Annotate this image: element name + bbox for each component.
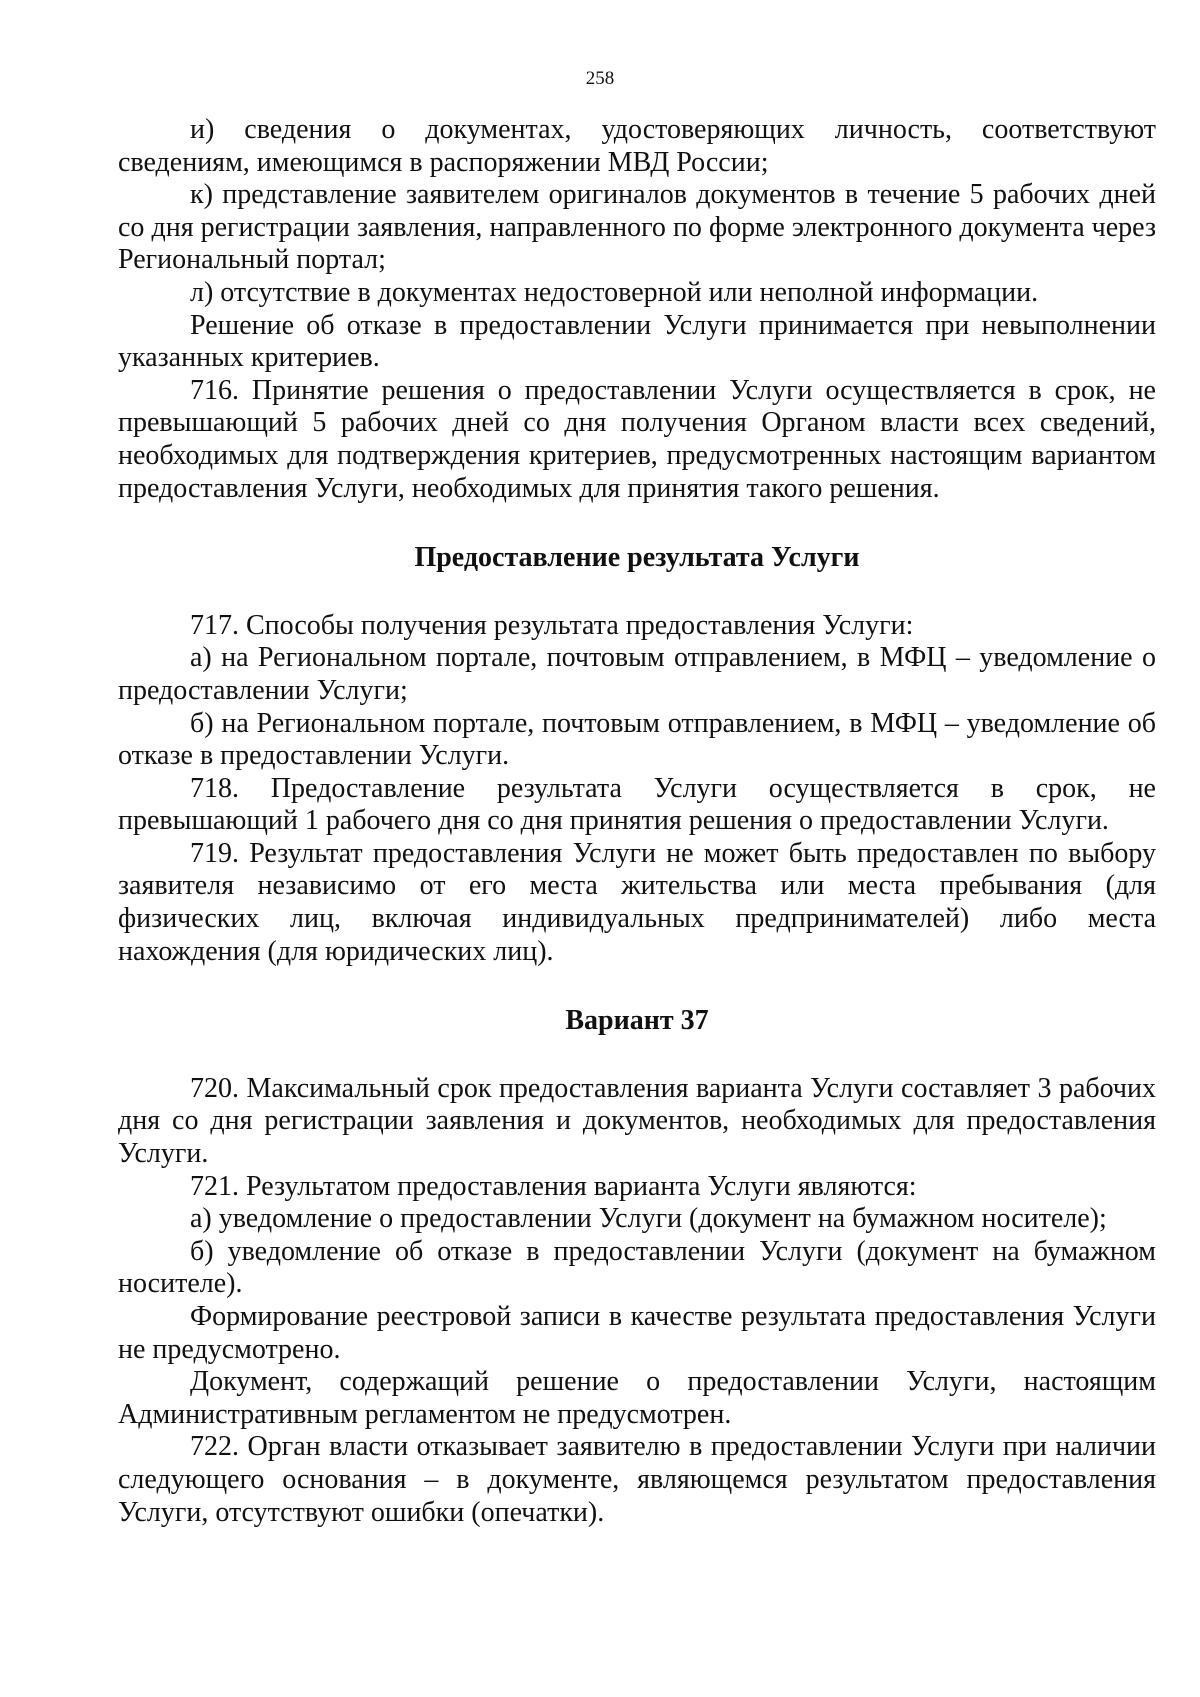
document-body (118, 114, 1156, 1529)
paragraph-719: 719. Результат предоставления Услуги не может быть предоставлен по выбору заявителя независимо от его места жительства или места пребывания (для физических лиц, включая индивидуальных предпринимателей) либо места нахождения (для юридических лиц). (118, 837, 1156, 967)
paragraph-717-a: а) на Региональном портале, почтовым отправлением, в МФЦ – уведомление о предоставлении Услуги; (118, 642, 1156, 706)
paragraph-721-b: б) уведомление об отказе в предоставлении Услуги (документ на бумажном носителе). (118, 1235, 1156, 1300)
paragraph-item-i: и) сведения о документах, удостоверяющих личность, соответствуют сведениям, имеющимся в распоряжении МВД России; (118, 114, 1156, 178)
paragraph-refusal-decision: Решение об отказе в предоставлении Услуги принимается при невыполнении указанных критериев. (118, 309, 1156, 374)
paragraph-item-l: л) отсутствие в документах недостоверной или неполной информации. (190, 276, 1039, 308)
section-heading-result: Предоставление результата Услуги (414, 542, 860, 574)
paragraph-registry-record: Формирование реестровой записи в качестве результата предоставления Услуги не предусмотрено. (118, 1301, 1156, 1365)
paragraph-decision-document: Документ, содержащий решение о предоставлении Услуги, настоящим Административным регламентом не предусмотрен. (118, 1366, 1156, 1430)
paragraph-721: 721. Результатом предоставления варианта Услуги являются: (190, 1170, 917, 1202)
paragraph-716: 716. Принятие решения о предоставлении Услуги осуществляется в срок, не превышающий 5 рабочих дней со дня получения Органом власти всех сведений, необходимых для подтверждения критериев, предусмотренных настоящим вариантом предоставления Услуги, необходимых для принятия такого решения. (118, 374, 1156, 504)
paragraph-720: 720. Максимальный срок предоставления варианта Услуги составляет 3 рабочих дня со дня регистрации заявления и документов, необходимых для предоставления Услуги. (118, 1072, 1156, 1170)
paragraph-722: 722. Орган власти отказывает заявителю в предоставлении Услуги при наличии следующего основания – в документе, являющемся результатом предоставления Услуги, отсутствуют ошибки (опечатки). (118, 1431, 1156, 1528)
paragraph-item-k: к) представление заявителем оригиналов документов в течение 5 рабочих дней со дня регистрации заявления, направленного по форме электронного документа через Региональный портал; (118, 179, 1156, 276)
paragraph-721-a: а) уведомление о предоставлении Услуги (документ на бумажном носителе); (190, 1203, 1107, 1235)
paragraph-717-b: б) на Региональном портале, почтовым отправлением, в МФЦ – уведомление об отказе в предоставлении Услуги. (118, 707, 1156, 772)
section-heading-variant-37: Вариант 37 (565, 1005, 709, 1037)
paragraph-717: 717. Способы получения результата предоставления Услуги: (190, 609, 914, 641)
page-number: 258 (585, 68, 615, 89)
paragraph-718: 718. Предоставление результата Услуги осуществляется в срок, не превышающий 1 рабочего дня со дня принятия решения о предоставлении Услуги. (118, 772, 1156, 837)
